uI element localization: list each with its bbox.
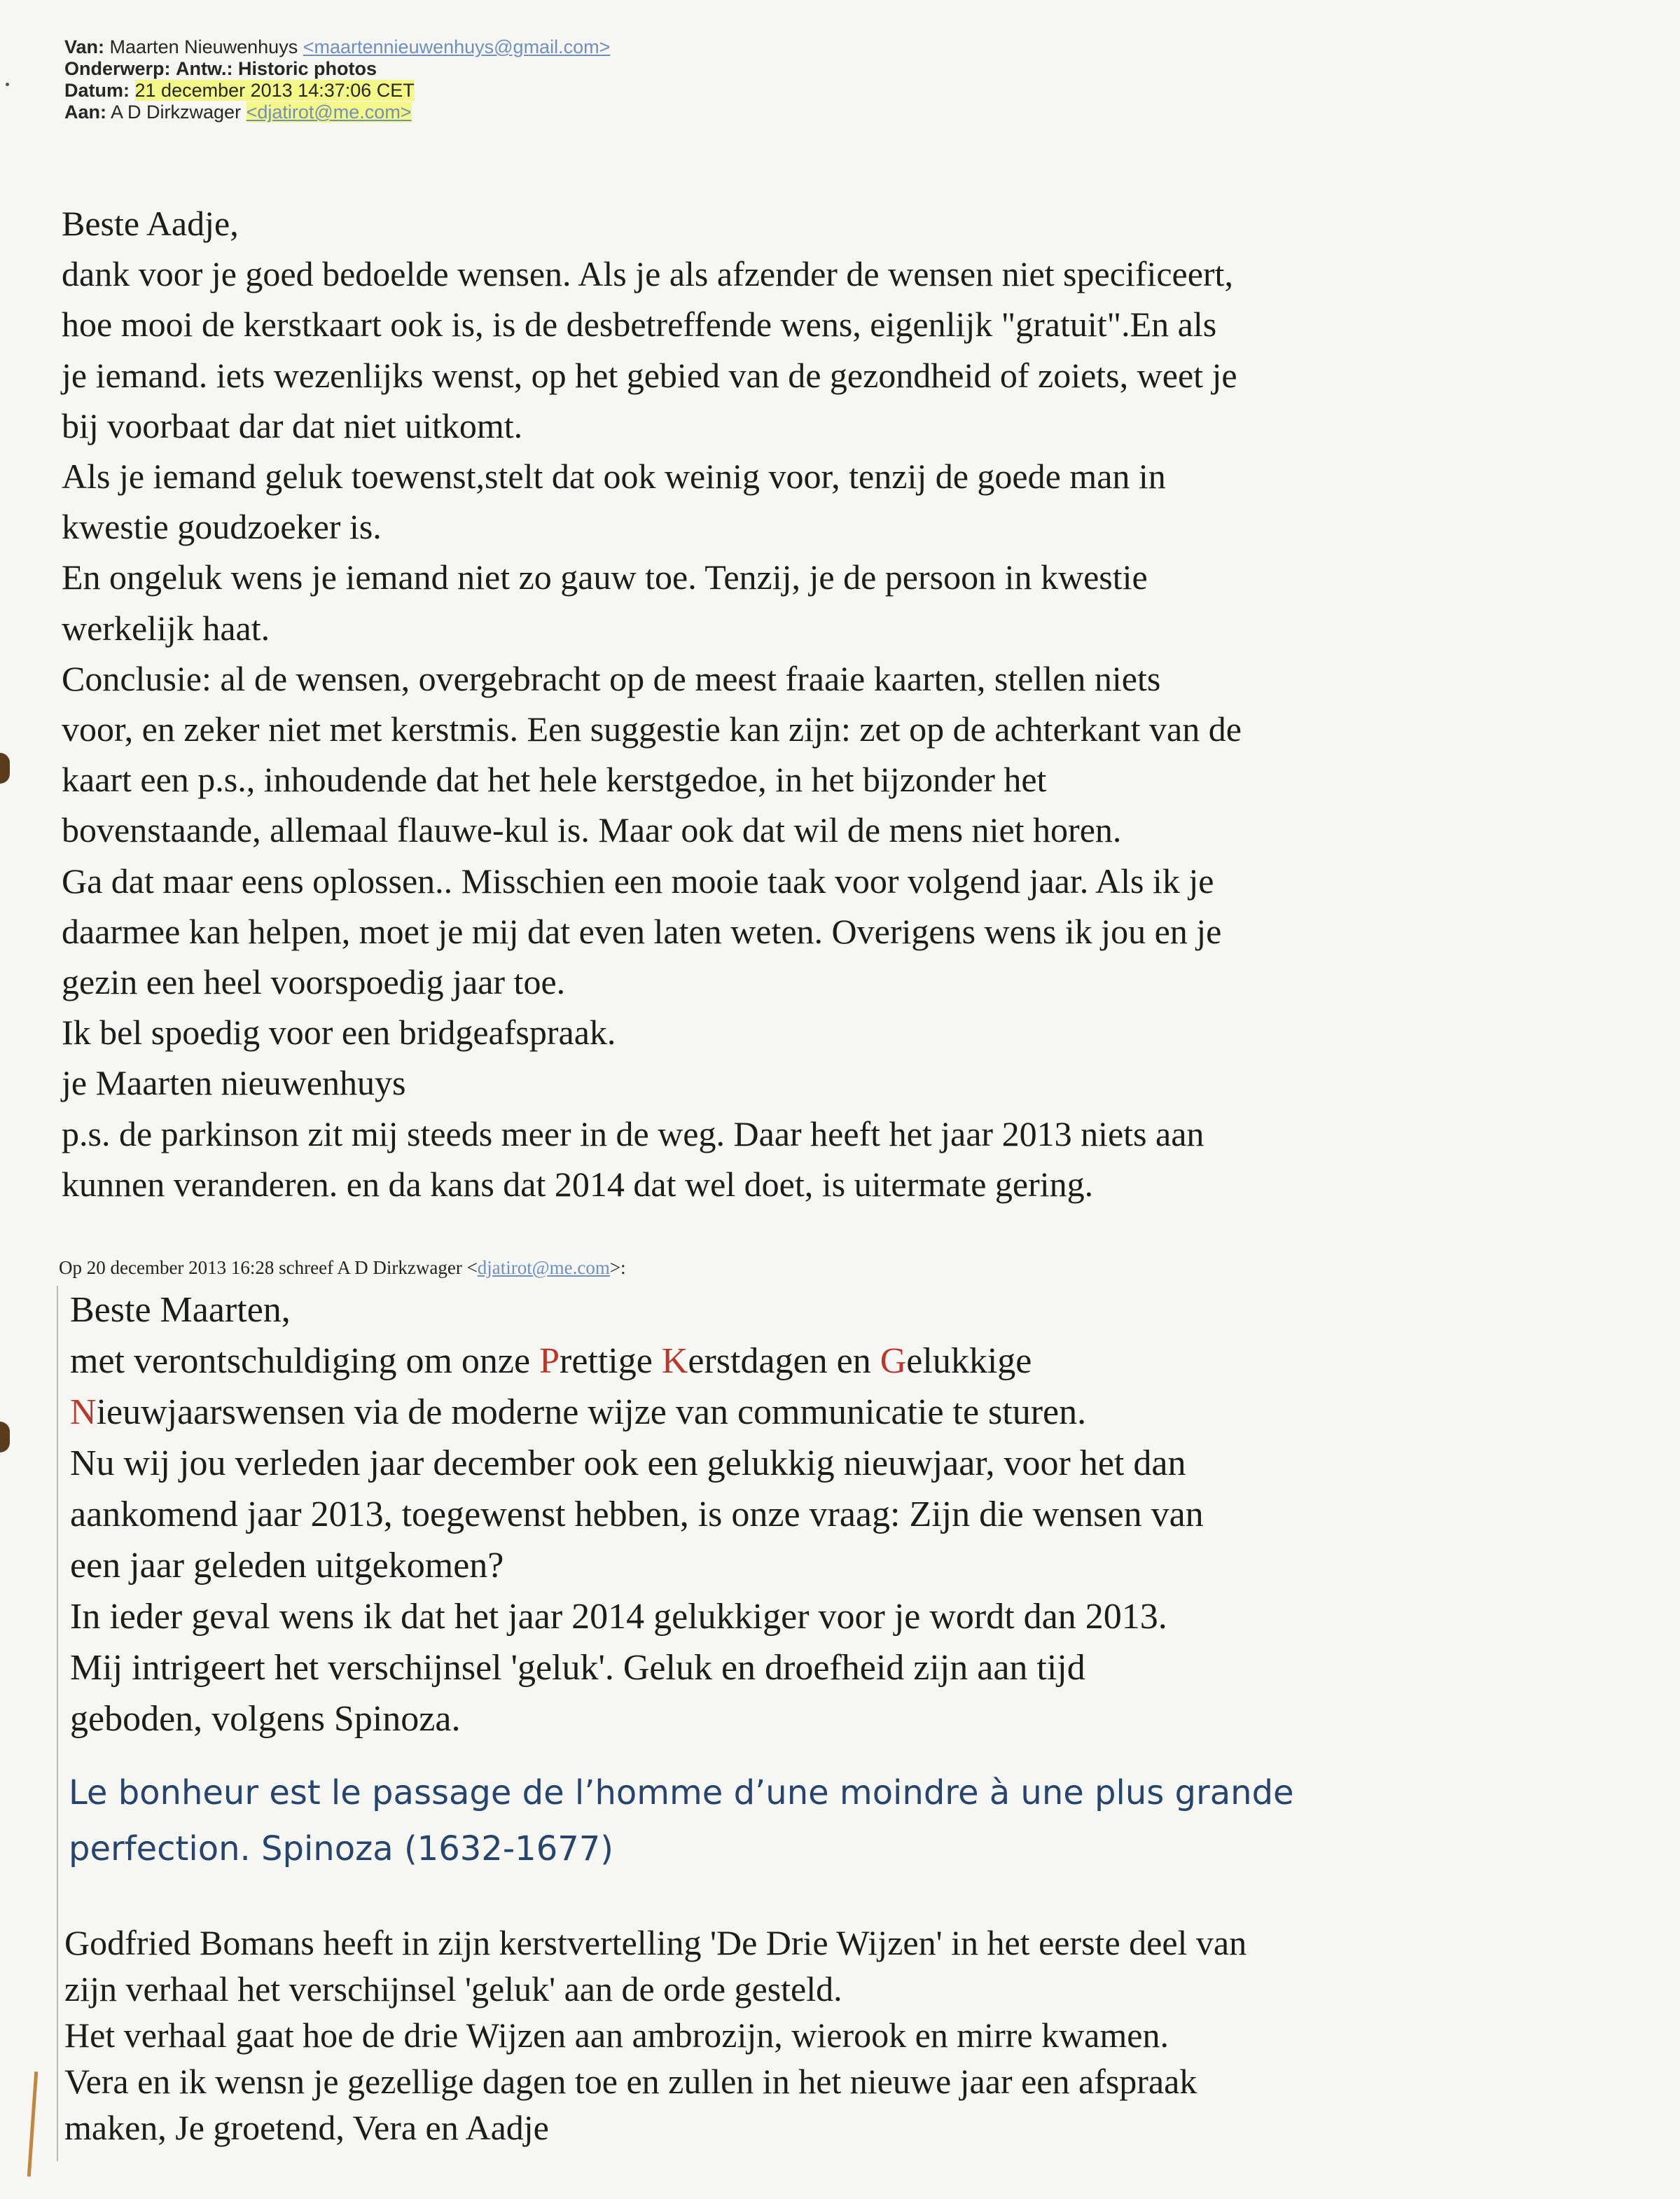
reply-line: Als je iemand geluk toewenst,stelt dat ook weinig voor, tenzij de goede man in [62, 457, 1166, 497]
red-initial: G [880, 1341, 907, 1381]
to-email-link[interactable]: <djatirot@me.com> [246, 102, 412, 123]
header-subject-row [64, 58, 610, 80]
quote-attribution [59, 1257, 626, 1279]
red-initial: K [661, 1341, 688, 1381]
quote-attribution-text: Op 20 december 2013 16:28 schreef A D Dirkzwager < [59, 1257, 478, 1278]
to-label: Aan: [64, 102, 106, 123]
header-to-row [64, 102, 610, 123]
quote-text: ieuwjaarswensen via de moderne wijze van communicatie te sturen. [96, 1392, 1087, 1432]
spinoza-line: Le bonheur est le passage de l’homme d’une moindre à une plus grande [69, 1773, 1294, 1812]
reply-line: je iemand. iets wezenlijks wenst, op het gebied van de gezondheid of zoiets, weet je [62, 355, 1237, 395]
red-initial: P [539, 1341, 560, 1381]
reply-line: gezin een heel voorspoedig jaar toe. [62, 962, 566, 1002]
closing-line: Vera en ik wensn je gezellige dagen toe en zullen in het nieuwe jaar een afspraak [64, 2062, 1197, 2101]
closing-line: Godfried Bomans heeft in zijn kerstvertelling 'De Drie Wijzen' in het eerste deel van [64, 1923, 1247, 1962]
reply-line: Ik bel spoedig voor een bridgeafspraak. [62, 1013, 616, 1053]
reply-line: En ongeluk wens je iemand niet zo gauw toe. Tenzij, je de persoon in kwestie [62, 557, 1148, 597]
reply-line: Ga dat maar eens oplossen.. Misschien een mooie taak voor volgend jaar. Als ik je [62, 861, 1214, 901]
reply-line: daarmee kan helpen, moet je mij dat even laten weten. Overigens wens ik jou en je [62, 911, 1222, 951]
header-from-row [64, 36, 610, 58]
quote-attribution-suffix: >: [609, 1257, 626, 1278]
red-initial: N [70, 1392, 97, 1432]
closing-line: zijn verhaal het verschijnsel 'geluk' aan de orde gesteld. [64, 1969, 842, 2009]
quote-email-link[interactable]: djatirot@me.com [477, 1257, 610, 1278]
from-label: Van: [64, 36, 105, 57]
quote-bar [57, 1286, 58, 2161]
reply-line: Conclusie: al de wensen, overgebracht op de meest fraaie kaarten, stellen niets [62, 658, 1161, 698]
quote-line: Nu wij jou verleden jaar december ook een gelukkig nieuwjaar, voor het dan [70, 1443, 1186, 1483]
binder-hole-mark [0, 1422, 10, 1452]
quote-text: erstdagen en [688, 1341, 880, 1381]
reply-body [62, 198, 1567, 1209]
quote-text: met verontschuldiging om onze [70, 1341, 540, 1381]
reply-line: kunnen veranderen. en da kans dat 2014 dat wel doet, is uitermate gering. [62, 1164, 1094, 1204]
reply-line: bovenstaande, allemaal flauwe-kul is. Maar ook dat wil de mens niet horen. [62, 810, 1122, 850]
quote-line: In ieder geval wens ik dat het jaar 2014 gelukkiger voor je wordt dan 2013. [70, 1597, 1167, 1637]
reply-line: hoe mooi de kerstkaart ook is, is de desbetreffende wens, eigenlijk "gratuit".En als [62, 305, 1217, 345]
email-header [64, 36, 610, 123]
reply-line: kwestie goudzoeker is. [62, 507, 382, 547]
subject-value: Antw.: Historic photos [176, 58, 377, 79]
quoted-message [70, 1284, 1576, 1744]
reply-signature: je Maarten nieuwenhuys [62, 1063, 406, 1103]
quote-text: rettige [560, 1341, 662, 1381]
quote-line: een jaar geleden uitgekomen? [70, 1546, 504, 1586]
reply-line: dank voor je goed bedoelde wensen. Als je als afzender de wensen niet specificeert, [62, 254, 1233, 294]
quote-line: Mij intrigeert het verschijnsel 'geluk'. Geluk en droefheid zijn aan tijd [70, 1648, 1085, 1688]
quote-line: aankomend jaar 2013, toegewenst hebben, is onze vraag: Zijn die wensen van [70, 1494, 1204, 1534]
pen-mark [27, 2072, 38, 2177]
closing-line: Het verhaal gaat hoe de drie Wijzen aan ambrozijn, wierook en mirre kwamen. [64, 2016, 1169, 2055]
quote-closing [64, 1920, 1570, 2151]
reply-line: voor, en zeker niet met kerstmis. Een suggestie kan zijn: zet op de achterkant van de [62, 709, 1242, 749]
binder-hole-mark [0, 753, 10, 784]
quote-line: geboden, volgens Spinoza. [70, 1699, 461, 1739]
reply-line: Beste Aadje, [62, 204, 239, 243]
scan-speck [6, 83, 9, 86]
quote-text: elukkige [906, 1341, 1032, 1381]
quote-line [70, 1387, 1576, 1438]
reply-line: kaart een p.s., inhoudende dat het hele kerstgedoe, in het bijzonder het [62, 760, 1047, 800]
header-date-row [64, 80, 610, 102]
from-email-link[interactable]: <maartennieuwenhuys@gmail.com> [303, 36, 611, 57]
from-name: Maarten Nieuwenhuys [109, 36, 298, 57]
reply-line: bij voorbaat dar dat niet uitkomt. [62, 405, 523, 445]
quote-greeting: Beste Maarten, [70, 1290, 291, 1330]
subject-label: Onderwerp: [64, 58, 171, 79]
spinoza-quote [69, 1765, 1294, 1877]
closing-signature: maken, Je groetend, Vera en Aadje [64, 2108, 549, 2147]
date-label: Datum: [64, 80, 130, 101]
quote-line [70, 1336, 1576, 1387]
spinoza-line: perfection. Spinoza (1632-1677) [69, 1829, 614, 1868]
to-name: A D Dirkzwager [111, 102, 242, 123]
date-value-highlighted: 21 december 2013 14:37:06 CET [134, 80, 415, 101]
reply-line: p.s. de parkinson zit mij steeds meer in de weg. Daar heeft het jaar 2013 niets aan [62, 1114, 1205, 1153]
reply-line: werkelijk haat. [62, 608, 270, 648]
